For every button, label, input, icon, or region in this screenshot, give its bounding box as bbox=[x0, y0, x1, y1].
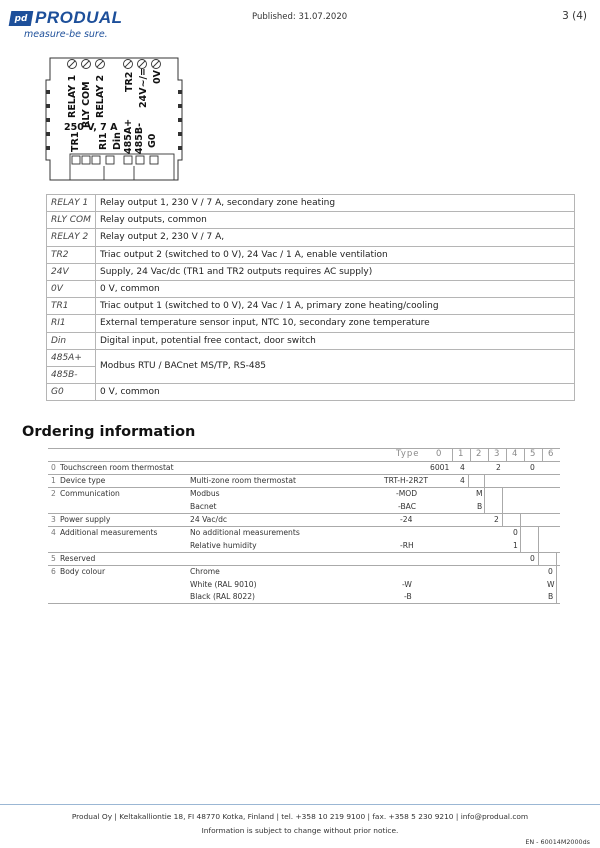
logo-mark: pd bbox=[9, 11, 34, 26]
row-code: -MOD bbox=[396, 489, 418, 498]
table-row bbox=[48, 475, 560, 488]
label-24v: 24V~/= bbox=[138, 68, 149, 108]
terminal-code: 485A+ bbox=[47, 349, 96, 366]
table-row bbox=[48, 540, 560, 553]
label-485b: 485B- bbox=[134, 122, 145, 154]
row-mark: 1 bbox=[513, 541, 518, 550]
row-code: -BAC bbox=[398, 502, 417, 511]
terminal-code: RELAY 2 bbox=[47, 229, 96, 246]
row-num: 1 bbox=[51, 476, 56, 485]
footer-notice: Information is subject to change without prior notice. bbox=[201, 826, 399, 835]
row-mark: M bbox=[476, 489, 483, 498]
terminal-desc: Modbus RTU / BACnet MS/TP, RS-485 bbox=[96, 349, 575, 383]
terminal-code: TR2 bbox=[47, 246, 96, 263]
terminal-code: 485B- bbox=[47, 366, 96, 383]
row-num: 3 bbox=[51, 515, 56, 524]
label-tr1: TR1 bbox=[70, 131, 81, 152]
row-option: Bacnet bbox=[190, 502, 217, 511]
label-tr2: TR2 bbox=[124, 71, 135, 92]
label-rly-com: RLY COM bbox=[81, 81, 92, 128]
col-6: 6 bbox=[548, 449, 555, 459]
row-mark: 0 bbox=[548, 567, 553, 576]
row-label: Body colour bbox=[60, 567, 106, 576]
row-option: Multi-zone room thermostat bbox=[190, 476, 296, 485]
col-0: 0 bbox=[436, 449, 443, 459]
published-date: Published: 31.07.2020 bbox=[252, 12, 348, 22]
terminal-code: Din bbox=[47, 332, 96, 349]
ordering-table bbox=[48, 448, 560, 604]
row-option: No additional measurements bbox=[190, 528, 300, 537]
table-row bbox=[47, 229, 575, 246]
table-row bbox=[47, 246, 575, 263]
row-mark: 0 bbox=[530, 463, 535, 472]
terminal-code: RELAY 1 bbox=[47, 195, 96, 212]
footer-contact: Produal Oy | Keltakalliontie 18, FI 48770 Kotka, Finland | tel. +358 10 219 9100 | fax. +358 5 230 9210 | info@produal.com bbox=[71, 812, 529, 821]
row-label: Power supply bbox=[60, 515, 111, 524]
table-row bbox=[48, 488, 560, 501]
row-option: 24 Vac/dc bbox=[190, 515, 228, 524]
table-row bbox=[48, 566, 560, 579]
row-mark: 0 bbox=[513, 528, 518, 537]
ordering-header-row bbox=[48, 448, 560, 461]
row-mark: 2 bbox=[496, 463, 501, 472]
row-code: 6001 bbox=[430, 463, 450, 472]
table-row bbox=[48, 514, 560, 527]
row-label: Touchscreen room thermostat bbox=[60, 463, 174, 472]
row-code: -RH bbox=[400, 541, 414, 550]
table-row bbox=[47, 263, 575, 280]
row-mark: 4 bbox=[460, 463, 465, 472]
label-din: Din bbox=[112, 132, 123, 150]
row-option: Black (RAL 8022) bbox=[190, 592, 256, 601]
terminal-code: 24V bbox=[47, 263, 96, 280]
terminal-desc: Digital input, potential free contact, door switch bbox=[96, 332, 575, 349]
label-485a: 485A+ bbox=[123, 118, 134, 154]
terminal-desc: Triac output 2 (switched to 0 V), 24 Vac / 1 A, enable ventilation bbox=[96, 246, 575, 263]
label-relay2: RELAY 2 bbox=[95, 74, 106, 118]
row-option: Relative humidity bbox=[190, 541, 257, 550]
terminal-desc: External temperature sensor input, NTC 10, secondary zone temperature bbox=[96, 315, 575, 332]
terminal-code: TR1 bbox=[47, 298, 96, 315]
row-label: Communication bbox=[60, 489, 120, 498]
terminal-code: 0V bbox=[47, 280, 96, 297]
terminal-desc: 0 V, common bbox=[96, 384, 575, 401]
row-mark: B bbox=[548, 592, 554, 601]
table-row bbox=[47, 298, 575, 315]
row-num: 4 bbox=[51, 528, 56, 537]
row-label: Reserved bbox=[60, 554, 96, 563]
terminal-desc: Relay outputs, common bbox=[96, 212, 575, 229]
row-option: Chrome bbox=[190, 567, 220, 576]
table-row bbox=[47, 332, 575, 349]
terminal-block-bottom bbox=[70, 154, 174, 180]
table-row bbox=[48, 462, 560, 475]
table-row bbox=[47, 280, 575, 297]
terminal-desc: Relay output 1, 230 V / 7 A, secondary zone heating bbox=[96, 195, 575, 212]
row-code: TRT-H-2R2T bbox=[384, 476, 429, 485]
row-mark: 2 bbox=[494, 515, 499, 524]
row-option: White (RAL 9010) bbox=[190, 580, 257, 589]
logo-name: PRODUAL bbox=[35, 8, 123, 27]
row-num: 5 bbox=[51, 554, 56, 563]
label-rating: 250 V, 7 A bbox=[64, 122, 118, 133]
col-1: 1 bbox=[458, 449, 465, 459]
label-ri1: RI1 bbox=[98, 132, 109, 150]
row-num: 2 bbox=[51, 489, 56, 498]
col-5: 5 bbox=[530, 449, 537, 459]
row-num: 0 bbox=[51, 463, 56, 472]
label-g0: G0 bbox=[147, 133, 158, 148]
row-label: Additional measurements bbox=[60, 528, 158, 537]
terminal-desc: Supply, 24 Vac/dc (TR1 and TR2 outputs requires AC supply) bbox=[96, 263, 575, 280]
label-relay1: RELAY 1 bbox=[67, 74, 78, 118]
row-mark: W bbox=[547, 580, 555, 589]
row-mark: 0 bbox=[530, 554, 535, 563]
footer-divider bbox=[0, 804, 600, 805]
label-0v: 0V bbox=[152, 70, 163, 84]
screw-terminals-top bbox=[68, 60, 161, 69]
col-3: 3 bbox=[494, 449, 501, 459]
terminal-diagram bbox=[44, 50, 186, 190]
document-number: EN - 60014M2000ds bbox=[525, 838, 590, 846]
table-row bbox=[48, 501, 560, 514]
col-4: 4 bbox=[512, 449, 519, 459]
table-row bbox=[48, 527, 560, 540]
row-code: -B bbox=[404, 592, 412, 601]
table-row bbox=[47, 212, 575, 229]
tagline: measure-be sure. bbox=[24, 29, 108, 40]
terminal-desc: 0 V, common bbox=[96, 280, 575, 297]
table-row bbox=[47, 315, 575, 332]
col-2: 2 bbox=[476, 449, 483, 459]
row-label: Device type bbox=[60, 476, 106, 485]
table-row bbox=[48, 591, 560, 604]
table-row bbox=[47, 384, 575, 401]
ordering-heading: Ordering information bbox=[22, 424, 196, 440]
table-row bbox=[47, 349, 575, 366]
produal-logo bbox=[10, 8, 123, 40]
row-mark: B bbox=[477, 502, 483, 511]
page-number: 3 (4) bbox=[562, 10, 587, 22]
terminal-code: RLY COM bbox=[47, 212, 96, 229]
row-option: Modbus bbox=[190, 489, 220, 498]
row-code: -W bbox=[402, 580, 412, 589]
terminal-table bbox=[46, 194, 575, 401]
row-code: -24 bbox=[400, 515, 413, 524]
terminal-code: RI1 bbox=[47, 315, 96, 332]
type-header: Type bbox=[396, 449, 420, 459]
terminal-desc: Triac output 1 (switched to 0 V), 24 Vac / 1 A, primary zone heating/cooling bbox=[96, 298, 575, 315]
terminal-desc: Relay output 2, 230 V / 7 A, bbox=[96, 229, 575, 246]
table-row bbox=[48, 553, 560, 566]
table-row bbox=[47, 195, 575, 212]
terminal-code: G0 bbox=[47, 384, 96, 401]
row-num: 6 bbox=[51, 567, 56, 576]
row-mark: 4 bbox=[460, 476, 465, 485]
